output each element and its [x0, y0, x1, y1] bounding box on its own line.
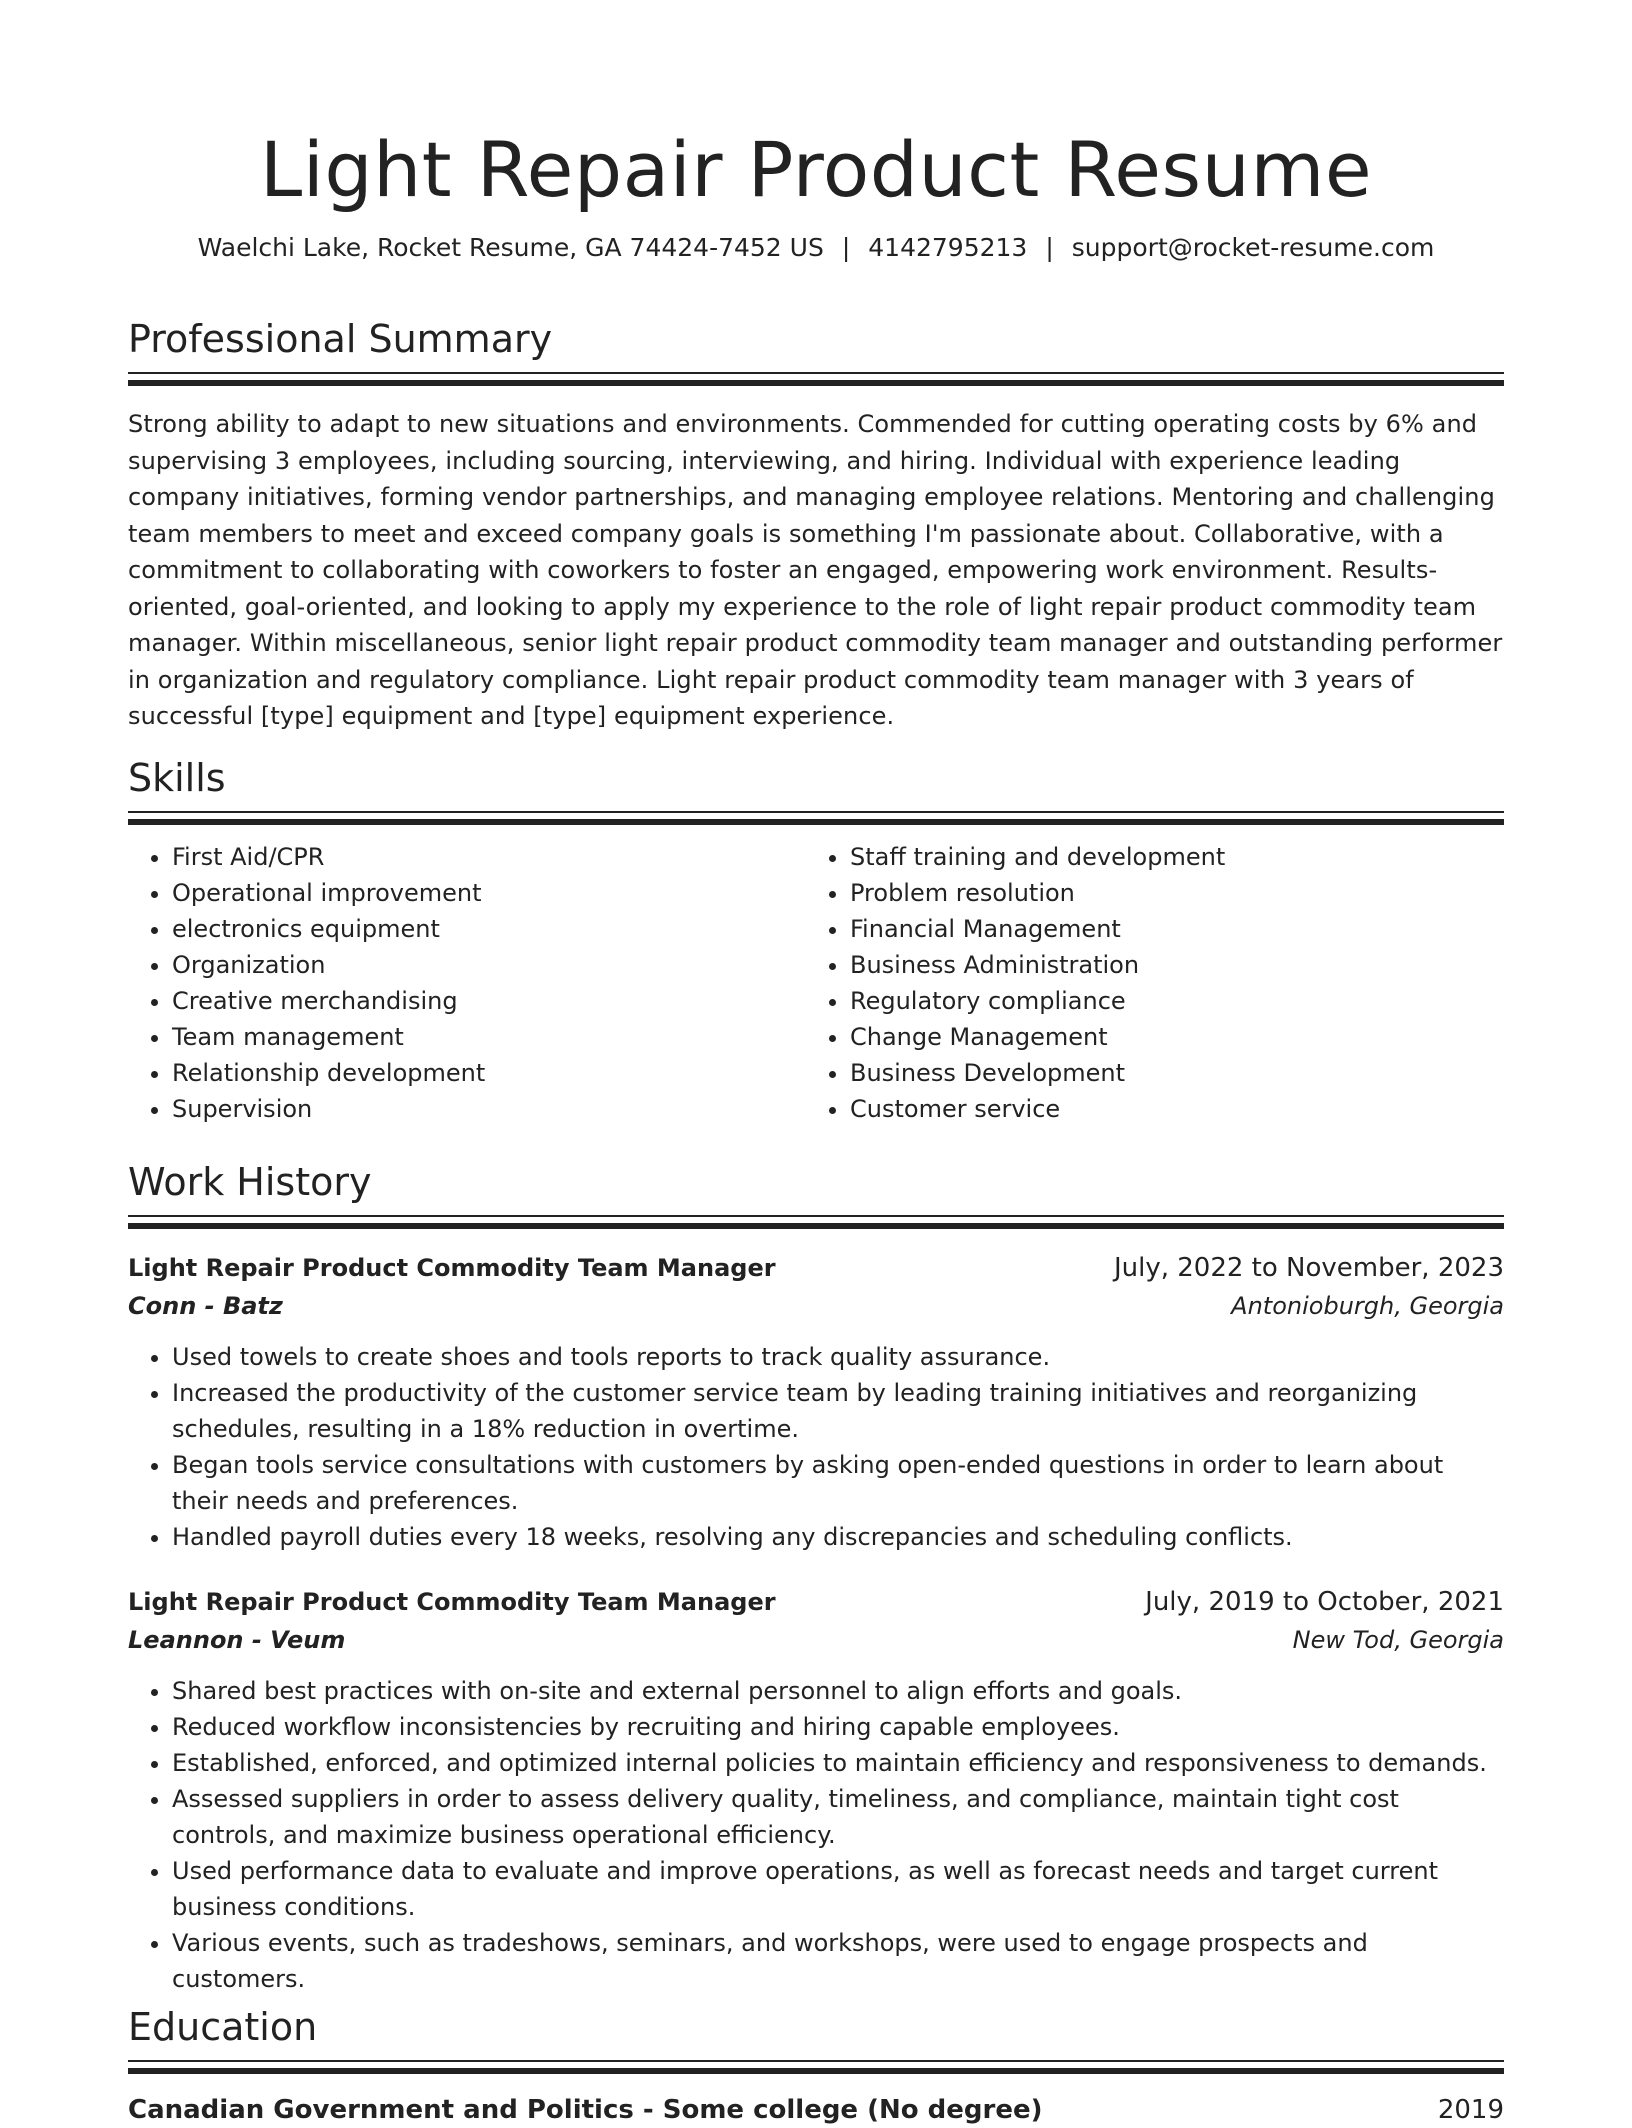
education-year: 2019 [1437, 2095, 1504, 2125]
skill-item: • Business Development [850, 1055, 1484, 1091]
job-bullet: • Reduced workflow inconsistencies by recruiting and hiring capable employees. [172, 1709, 1504, 1745]
skill-item: • Regulatory compliance [850, 983, 1484, 1019]
job-location: Antonioburgh, Georgia [1231, 1292, 1504, 1320]
skill-item: • Financial Management [850, 911, 1484, 947]
section-divider [128, 372, 1504, 388]
job-bullet: • Various events, such as tradeshows, seminars, and workshops, were used to engage prospects and customers. [172, 1925, 1504, 1997]
job-bullet: • Used towels to create shoes and tools reports to track quality assurance. [172, 1339, 1504, 1375]
skill-item: • Business Administration [850, 947, 1484, 983]
job-company: Leannon - Veum [128, 1626, 346, 1654]
contact-separator: | [841, 233, 851, 262]
contact-phone: 4142795213 [868, 233, 1028, 262]
job-bullets [128, 1339, 1504, 1555]
skills-section [128, 755, 1504, 1127]
resume-page [128, 0, 1504, 2125]
job-bullet: • Began tools service consultations with customers by asking open-ended questions in order to learn about their needs and preferences. [172, 1447, 1504, 1519]
skills-list-left [128, 839, 806, 1127]
summary-heading: Professional Summary [128, 317, 553, 361]
education-heading: Education [128, 2005, 318, 2049]
skill-item: • Creative merchandising [172, 983, 806, 1019]
job-title: Light Repair Product Commodity Team Manager [128, 1588, 776, 1616]
skill-item: • Supervision [172, 1091, 806, 1127]
work-history-section [128, 1159, 1504, 1997]
job-bullet: • Established, enforced, and optimized internal policies to maintain efficiency and responsiveness to demands. [172, 1745, 1504, 1781]
education-section [128, 2004, 1504, 2128]
skills-heading: Skills [128, 756, 226, 800]
section-divider [128, 2060, 1504, 2076]
job-entry [128, 1249, 1504, 1555]
skill-item: • electronics equipment [172, 911, 806, 947]
resume-title: Light Repair Product Resume [259, 125, 1373, 214]
job-dates: July, 2019 to October, 2021 [1145, 1587, 1504, 1617]
work-history-heading: Work History [128, 1160, 372, 1204]
job-bullets [128, 1673, 1504, 1997]
section-divider [128, 1215, 1504, 1231]
job-bullet: • Used performance data to evaluate and improve operations, as well as forecast needs and target current business conditions. [172, 1853, 1504, 1925]
contact-line [128, 232, 1504, 264]
job-entry [128, 1583, 1504, 1997]
skill-item: • First Aid/CPR [172, 839, 806, 875]
section-divider [128, 811, 1504, 827]
skill-item: • Organization [172, 947, 806, 983]
contact-email: support@rocket-resume.com [1071, 233, 1435, 262]
job-bullet: • Assessed suppliers in order to assess delivery quality, timeliness, and compliance, maintain tight cost controls, and maximize business operational efficiency. [172, 1781, 1504, 1853]
job-bullet: • Increased the productivity of the customer service team by leading training initiatives and reorganizing schedules, resulting in a 18% reduction in overtime. [172, 1375, 1504, 1447]
education-entry [128, 2092, 1504, 2128]
skill-item: • Change Management [850, 1019, 1484, 1055]
skills-list-right [806, 839, 1484, 1127]
job-company: Conn - Batz [128, 1292, 283, 1320]
job-dates: July, 2022 to November, 2023 [1113, 1253, 1504, 1283]
job-bullet: • Handled payroll duties every 18 weeks, resolving any discrepancies and scheduling conflicts. [172, 1519, 1504, 1555]
skills-grid [128, 839, 1504, 1127]
skill-item: • Team management [172, 1019, 806, 1055]
summary-section [128, 316, 1504, 735]
contact-separator: | [1045, 233, 1054, 262]
education-degree: Canadian Government and Politics - Some college (No degree) [128, 2095, 1043, 2125]
skill-item: • Customer service [850, 1091, 1484, 1127]
job-location: New Tod, Georgia [1292, 1626, 1504, 1654]
skill-item: • Relationship development [172, 1055, 806, 1091]
skill-item: • Staff training and development [850, 839, 1484, 875]
contact-address: Waelchi Lake, Rocket Resume, GA 74424-7452 US [197, 233, 824, 262]
summary-text: Strong ability to adapt to new situations and environments. Commended for cutting operating costs by 6% and supervising 3 employees, including sourcing, interviewing, and hiring. Individual with experience leading company initiatives, forming vendor partnerships, and managing employee relations. Mentoring and challenging team members to meet and exceed company goals is something I'm passionate about. Collaborative, with a commitment to collaborating with coworkers to foster an engaged, empowering work environment. Results-oriented, goal-oriented, and looking to apply my experience to the role of light repair product commodity team manager. Within miscellaneous, senior light repair product commodity team manager and outstanding performer in organization and regulatory compliance. Light repair product commodity team manager with 3 years of successful [type] equipment and [type] equipment experience. [128, 410, 1503, 730]
job-bullet: • Shared best practices with on-site and external personnel to align efforts and goals. [172, 1673, 1504, 1709]
skill-item: • Operational improvement [172, 875, 806, 911]
skill-item: • Problem resolution [850, 875, 1484, 911]
job-title: Light Repair Product Commodity Team Manager [128, 1254, 776, 1282]
